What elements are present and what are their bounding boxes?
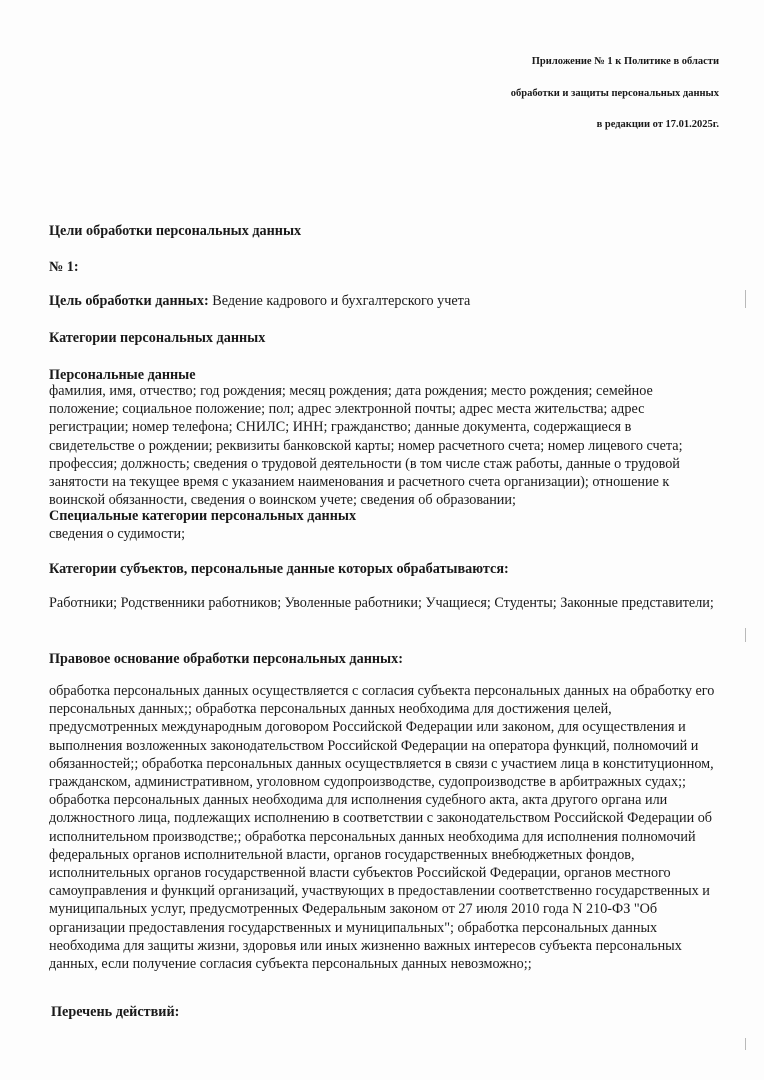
appendix-header-line-3: в редакции от 17.01.2025г. — [596, 119, 719, 130]
scan-artifact-mark — [745, 628, 746, 642]
special-data-title: Специальные категории персональных данных — [49, 508, 357, 524]
personal-data-text: фамилия, имя, отчество; год рождения; месяц рождения; дата рождения; место рождения; семейное положение; социальное положение; пол; адрес электронной почты; адрес места жительства; адрес регистрации; номер телефона; СНИЛС; ИНН; гражданство; данные документа, содержащиеся в свидетельстве о рождении; реквизиты банковской карты; номер расчетного счета; номер лицевого счета; профессия; должность; сведения о трудовой деятельности (в том числе стаж работы, данные о трудовой занятости на текущее время с указанием наименования и расчетного счета организации); отношение к воинской обязанности, сведения о воинском учете; сведения об образовании; — [49, 383, 683, 509]
subjects-text: Работники; Родственники работников; Уволенные работники; Учащиеся; Студенты; Законные представители; — [49, 595, 714, 611]
purpose-label: Цель обработки данных: — [49, 293, 209, 309]
section-title: Цели обработки персональных данных — [49, 223, 302, 239]
personal-data-title: Персональные данные — [49, 367, 196, 383]
appendix-header-line-1: Приложение № 1 к Политике в области — [531, 56, 719, 67]
subjects-title: Категории субъектов, персональные данные которых обрабатываются: — [49, 561, 509, 577]
legal-basis-title: Правовое основание обработки персональных данных: — [49, 651, 403, 667]
purpose-line — [49, 292, 719, 310]
purpose-text: Ведение кадрового и бухгалтерского учета — [208, 293, 471, 309]
appendix-header-line-2: обработки и защиты персональных данных — [510, 88, 719, 99]
special-data-text: сведения о судимости; — [49, 526, 186, 542]
categories-title: Категории персональных данных — [49, 330, 266, 346]
scan-artifact-mark — [745, 290, 746, 308]
actions-title: Перечень действий: — [51, 1004, 180, 1020]
scan-artifact-mark — [745, 1038, 746, 1050]
legal-basis-text: обработка персональных данных осуществляется с согласия субъекта персональных данных на обработку его персональных данных;; обработка персональных данных необходима для достижения целей, предусмотренных международным договором Российской Федерации или законом, для осуществления и выполнения возложенных законодательством Российской Федерации на оператора функций, полномочий и обязанностей;; обработка персональных данных осуществляется в связи с участием лица в конституционном, гражданском, административном, уголовном судопроизводстве, судопроизводстве в арбитражных судах;; обработка персональных данных необходима для исполнения судебного акта, акта другого органа или должностного лица, подлежащих исполнению в соответствии с законодательством Российской Федерации об исполнительном производстве;; обработка персональных данных необходима для исполнения полномочий федеральных органов исполнительной власти, органов государственных внебюджетных фондов, исполнительных органов государственной власти субъектов Российской Федерации, органов местного самоуправления и функций организаций, участвующих в предоставлении соответственно государственных и муниципальных услуг, предусмотренных Федеральным законом от 27 июля 2010 года N 210-ФЗ "Об организации предоставления государственных и муниципальных"; обработка персональных данных необходима для защиты жизни, здоровья или иных жизненно важных интересов субъекта персональных данных, если получение согласия субъекта персональных данных невозможно;; — [49, 683, 715, 973]
item-number: № 1: — [49, 259, 79, 275]
